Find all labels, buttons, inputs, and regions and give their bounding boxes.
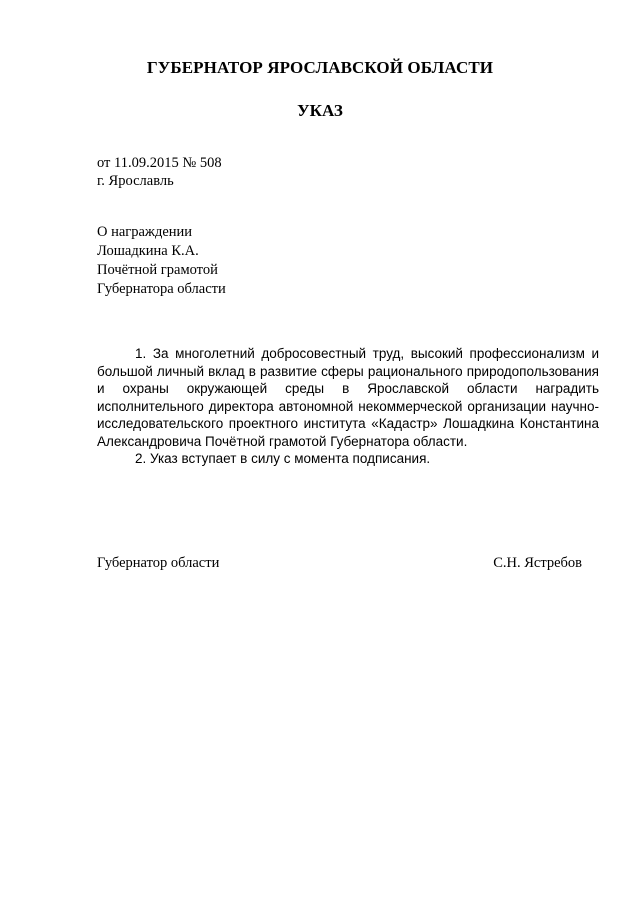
document-type: УКАЗ <box>297 101 343 120</box>
document-body <box>97 345 599 468</box>
document-subject <box>97 223 226 299</box>
subject-line: О награждении <box>97 224 193 240</box>
subject-line: Почётной грамотой <box>97 262 218 278</box>
signatory-position: Губернатор области <box>97 555 220 571</box>
subject-line: Лошадкина К.А. <box>97 243 199 259</box>
city: г. Ярославль <box>97 173 174 189</box>
signatory-name: С.Н. Ястребов <box>493 555 582 571</box>
issuer-title: ГУБЕРНАТОР ЯРОСЛАВСКОЙ ОБЛАСТИ <box>146 58 494 77</box>
signature-block <box>97 554 582 572</box>
body-paragraph-2: 2. Указ вступает в силу с момента подписания. <box>135 451 431 466</box>
body-paragraph-1: 1. За многолетний добросовестный труд, высокий профессионализм и большой личный вклад в развитие сферы рационального природопользования и охраны окружающей среды в Ярославской области наградить исполнительного директора автономной некоммерческой организации научно-исследовательского проектного института «Кадастр» Лошадкина Константина Александровича Почётной грамотой Губернатора области. <box>97 346 599 449</box>
document-meta <box>97 154 222 190</box>
subject-line: Губернатора области <box>97 281 226 297</box>
date-number: от 11.09.2015 № 508 <box>97 155 222 171</box>
